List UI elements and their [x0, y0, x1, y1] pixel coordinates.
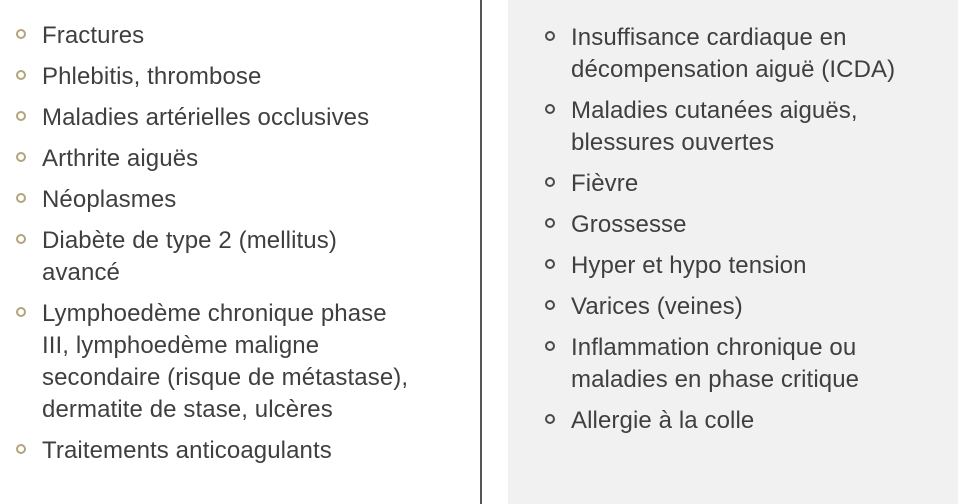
list-item — [0, 102, 480, 134]
list-item — [0, 143, 480, 175]
list-item — [508, 209, 958, 241]
circle-bullet-icon — [545, 341, 555, 351]
list-item-text: Maladies artérielles occlusives — [42, 104, 370, 131]
list-item — [0, 298, 480, 426]
list-item-text: Diabète de type 2 (mellitus) avancé — [42, 227, 337, 286]
circle-bullet-icon — [545, 259, 555, 269]
column-divider — [480, 0, 482, 504]
circle-bullet-icon — [545, 177, 555, 187]
list-item — [0, 61, 480, 93]
list-item — [508, 250, 958, 282]
list-item-text: Insuffisance cardiaque en décompensation aiguë (ICDA) — [571, 24, 896, 83]
list-item — [508, 291, 958, 323]
circle-bullet-icon — [16, 70, 26, 80]
list-item-text: Lymphoedème chronique phase III, lymphoedème maligne secondaire (risque de métastase), dermatite de stase, ulcères — [42, 300, 409, 423]
circle-bullet-icon — [16, 193, 26, 203]
list-item — [508, 95, 958, 159]
list-item-text: Arthrite aiguës — [42, 145, 199, 172]
list-item-text: Allergie à la colle — [571, 407, 755, 434]
right-bullet-list — [508, 0, 958, 437]
list-item — [0, 225, 480, 289]
list-item — [508, 22, 958, 86]
right-panel — [508, 0, 958, 504]
list-item-text: Varices (veines) — [571, 293, 743, 320]
circle-bullet-icon — [16, 444, 26, 454]
circle-bullet-icon — [16, 111, 26, 121]
list-item — [508, 168, 958, 200]
circle-bullet-icon — [545, 104, 555, 114]
circle-bullet-icon — [16, 307, 26, 317]
list-item-text: Fractures — [42, 22, 145, 49]
list-item — [508, 405, 958, 437]
circle-bullet-icon — [545, 300, 555, 310]
circle-bullet-icon — [16, 152, 26, 162]
list-item-text: Phlebitis, thrombose — [42, 63, 262, 90]
circle-bullet-icon — [545, 31, 555, 41]
list-item — [508, 332, 958, 396]
list-item-text: Maladies cutanées aiguës, blessures ouvertes — [571, 97, 858, 156]
list-item-text: Fièvre — [571, 170, 639, 197]
list-item-text: Grossesse — [571, 211, 687, 238]
list-item-text: Hyper et hypo tension — [571, 252, 807, 279]
circle-bullet-icon — [545, 414, 555, 424]
list-item — [0, 184, 480, 216]
circle-bullet-icon — [16, 29, 26, 39]
list-item — [0, 20, 480, 52]
list-item-text: Néoplasmes — [42, 186, 177, 213]
circle-bullet-icon — [545, 218, 555, 228]
list-item — [0, 435, 480, 467]
list-item-text: Inflammation chronique ou maladies en phase critique — [571, 334, 860, 393]
left-bullet-list — [0, 0, 480, 467]
list-item-text: Traitements anticoagulants — [42, 437, 332, 464]
circle-bullet-icon — [16, 234, 26, 244]
